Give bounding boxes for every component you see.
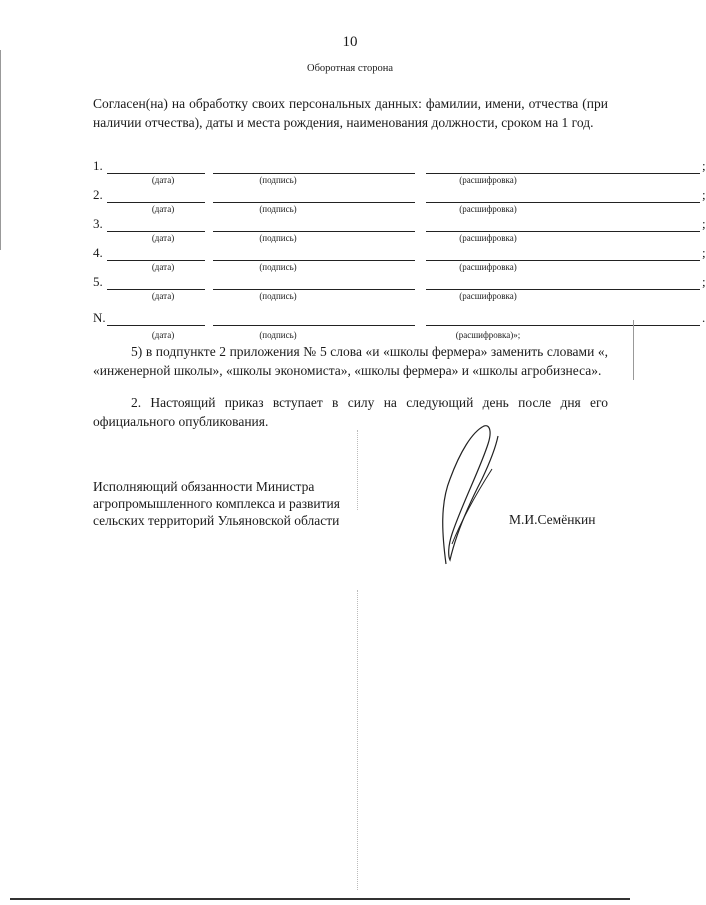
date-line (107, 260, 205, 261)
date-caption: (дата) (151, 262, 175, 272)
item-5-paragraph: 5) в подпункте 2 приложения № 5 слова «и «школы фермера» заменить словами «, «инженерной школы», «школы экономиста», «школы фермера» и «школы агробизнеса». (93, 344, 608, 378)
signature-caption: (подпись) (259, 204, 297, 214)
signature-line (213, 260, 415, 261)
signature-row (93, 158, 706, 188)
decoding-line (426, 173, 700, 174)
decoding-caption: (расшифровка) (459, 175, 517, 185)
signature-caption: (подпись) (259, 330, 297, 340)
date-caption: (дата) (151, 291, 175, 301)
row-end-mark: ; (702, 245, 706, 260)
signature-line (213, 325, 415, 326)
date-line (107, 231, 205, 232)
handwritten-signature (432, 424, 504, 572)
date-caption: (дата) (151, 330, 175, 340)
scan-edge (0, 50, 1, 250)
signature-line (213, 202, 415, 203)
page-number: 10 (342, 34, 358, 50)
decoding-line (426, 325, 700, 326)
decoding-line (426, 231, 700, 232)
signature-line (213, 289, 415, 290)
date-line (107, 325, 205, 326)
signature-row (93, 245, 706, 275)
bottom-edge (10, 898, 630, 900)
row-end-mark: ; (702, 158, 706, 173)
consent-paragraph: Согласен(на) на обработку своих персональных данных: фамилии, имени, отчества (при наличии отчества), даты и места рождения, наименования должности, сроком на 1 год. (93, 96, 608, 130)
official-title-line-2: агропромышленного комплекса и развития (93, 496, 340, 511)
row-end-mark: . (702, 310, 706, 325)
row-number: 2. (93, 187, 103, 202)
row-end-mark: ; (702, 274, 706, 289)
row-end-mark: ; (702, 216, 706, 231)
date-caption: (дата) (151, 233, 175, 243)
row-end-mark: ; (702, 187, 706, 202)
row-number: N. (93, 310, 106, 325)
date-line (107, 202, 205, 203)
decoding-caption: (расшифровка) (459, 262, 517, 272)
signature-row (93, 310, 706, 340)
official-title-line-3: сельских территорий Ульяновской области (93, 513, 340, 528)
scan-artifact (357, 430, 358, 510)
decoding-caption: (расшифровка)»; (455, 330, 521, 340)
signature-line (213, 173, 415, 174)
date-line (107, 173, 205, 174)
row-number: 3. (93, 216, 103, 231)
signature-caption: (подпись) (259, 262, 297, 272)
decoding-line (426, 260, 700, 261)
signature-caption: (подпись) (259, 291, 297, 301)
date-caption: (дата) (151, 175, 175, 185)
decoding-line (426, 289, 700, 290)
row-number: 1. (93, 158, 103, 173)
scan-artifact (357, 590, 358, 890)
row-number: 5. (93, 274, 103, 289)
decoding-caption: (расшифровка) (459, 204, 517, 214)
signer-name: М.И.Семёнкин (509, 512, 596, 527)
official-title-line-1: Исполняющий обязанности Министра (93, 479, 315, 494)
page-subtitle: Оборотная сторона (307, 63, 393, 74)
scan-edge (633, 320, 634, 380)
item-2-paragraph: 2. Настоящий приказ вступает в силу на следующий день после дня его официального опубликования. (93, 395, 608, 429)
signature-caption: (подпись) (259, 233, 297, 243)
row-number: 4. (93, 245, 103, 260)
official-title (93, 478, 393, 529)
signature-row (93, 187, 706, 217)
signature-row (93, 274, 706, 304)
date-caption: (дата) (151, 204, 175, 214)
decoding-line (426, 202, 700, 203)
decoding-caption: (расшифровка) (459, 291, 517, 301)
decoding-caption: (расшифровка) (459, 233, 517, 243)
signature-caption: (подпись) (259, 175, 297, 185)
date-line (107, 289, 205, 290)
signature-row (93, 216, 706, 246)
signature-line (213, 231, 415, 232)
